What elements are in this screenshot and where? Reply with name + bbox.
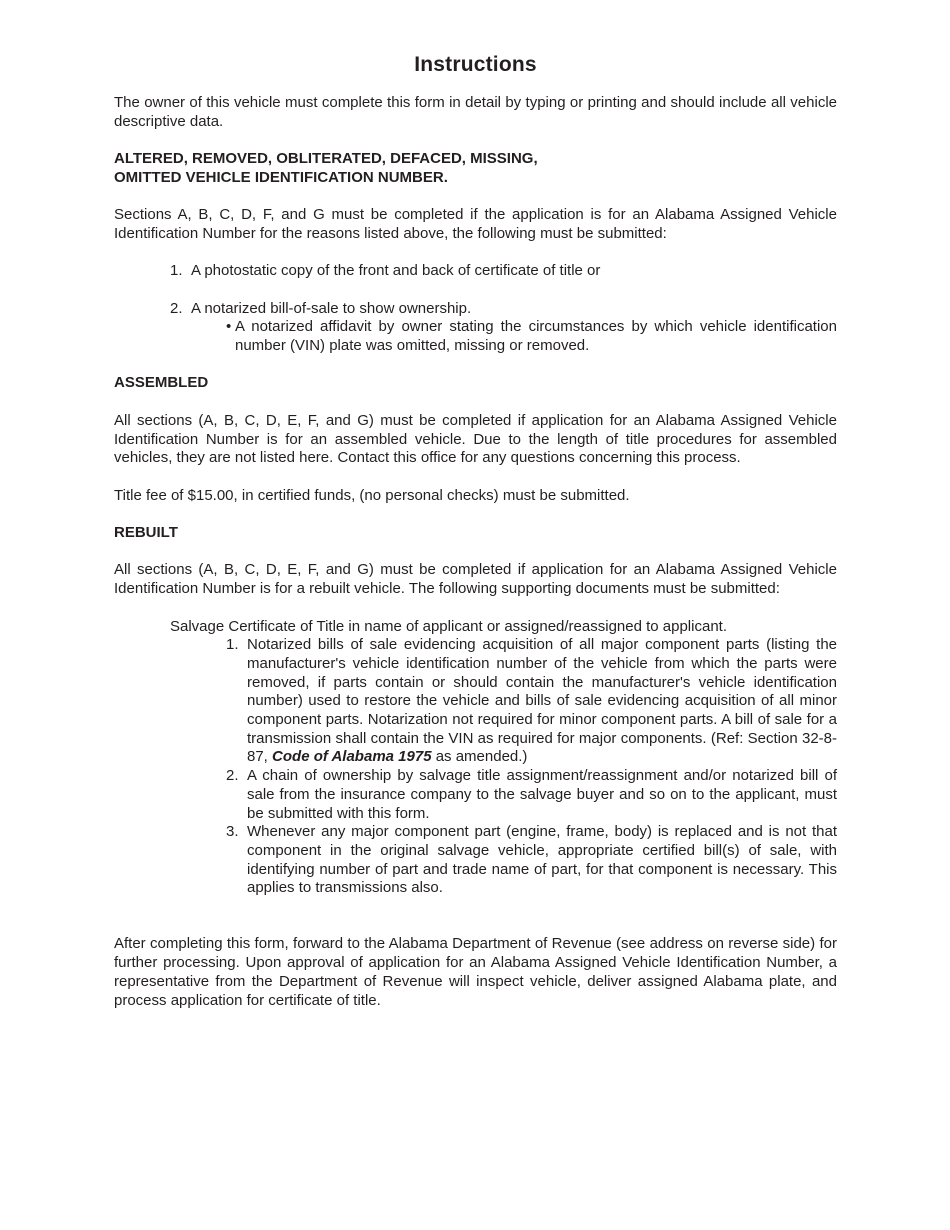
rebuilt-heading: REBUILT	[114, 524, 178, 542]
list-item	[170, 300, 837, 319]
list-item-text: A photostatic copy of the front and back of certificate of title or	[191, 262, 601, 280]
list-item-number: 1.	[170, 262, 183, 280]
rebuilt-paragraph: All sections (A, B, C, D, E, F, and G) must be completed if application for an Alabama Assigned Vehicle Identification Number is for a rebuilt vehicle. The following supporting documents must be submitted:	[114, 561, 837, 598]
page-title: Instructions	[414, 53, 537, 76]
intro-paragraph: The owner of this vehicle must complete this form in detail by typing or printing and should include all vehicle descriptive data.	[114, 94, 837, 130]
assembled-heading: ASSEMBLED	[114, 374, 209, 392]
list-item	[226, 636, 837, 767]
list-item-text: A notarized bill-of-sale to show ownership.	[191, 299, 472, 317]
list-item-number: 2.	[226, 767, 239, 785]
list-item-number: 1.	[226, 636, 239, 654]
altered-paragraph: Sections A, B, C, D, F, and G must be completed if the application is for an Alabama Assigned Vehicle Identification Number for the reasons listed above, the following must be submitted:	[114, 206, 837, 242]
altered-list	[170, 262, 837, 318]
list-item-number: 2.	[170, 299, 183, 317]
bullet-icon: •	[226, 318, 232, 336]
list-item-text	[247, 636, 837, 767]
affidavit-text: A notarized affidavit by owner stating the circumstances by which vehicle identification number (VIN) plate was omitted, missing or removed.	[235, 318, 837, 355]
citation-tail: as amended.)	[435, 748, 528, 766]
altered-heading	[114, 150, 837, 187]
list-item	[170, 262, 837, 281]
code-of-alabama-citation: Code of Alabama 1975	[272, 748, 432, 766]
closing-paragraph: After completing this form, forward to the Alabama Department of Revenue (see address on reverse side) for further processing. Upon approval of application for an Alabama Assigned Vehicle Identification Number, a representative from the Department of Revenue will inspect vehicle, deliver assigned Alabama plate, and process application for certificate of title.	[114, 935, 837, 1009]
list-item-number: 3.	[226, 823, 239, 841]
title-fee-paragraph: Title fee of $15.00, in certified funds, (no personal checks) must be submitted.	[114, 486, 630, 504]
instructions-page	[114, 52, 837, 1010]
list-item	[226, 767, 837, 823]
list-item	[226, 823, 837, 898]
salvage-certificate-line: Salvage Certificate of Title in name of applicant or assigned/reassigned to applicant.	[170, 617, 727, 635]
rebuilt-list	[226, 636, 837, 898]
bills-of-sale-text: Notarized bills of sale evidencing acquisition of all major component parts (listing the manufacturer's vehicle identification number of the vehicle from which the parts were removed, if parts contain or should contain the manufacturer's vehicle identification number) used to restore the vehicle and bills of sale evidencing acquisition of all minor component parts. Notarization not required for minor component parts. A bill of sale for a transmission shall contain the VIN as required for major components. (Ref: Section 32-8-87,	[247, 636, 837, 766]
list-item-text: A chain of ownership by salvage title assignment/reassignment and/or notarized bill of sale from the insurance company to the salvage buyer and so on to the applicant, must be submitted with this form.	[247, 767, 837, 822]
altered-heading-line-2: OMITTED VEHICLE IDENTIFICATION NUMBER.	[114, 168, 448, 186]
list-item-text: Whenever any major component part (engine, frame, body) is replaced and is not that component in the original salvage vehicle, appropriate certified bill(s) of sale, with identifying number of part and trade name of part, for that component is necessary. This applies to transmissions also.	[247, 823, 837, 897]
assembled-paragraph: All sections (A, B, C, D, E, F, and G) must be completed if application for an Alabama Assigned Vehicle Identification Number is for an assembled vehicle. Due to the length of title procedures for assembled vehicles, they are not listed here. Contact this office for any questions concerning this process.	[114, 411, 837, 467]
altered-heading-line-1: ALTERED, REMOVED, OBLITERATED, DEFACED, MISSING,	[114, 150, 538, 168]
affidavit-bullet-item	[226, 318, 837, 355]
